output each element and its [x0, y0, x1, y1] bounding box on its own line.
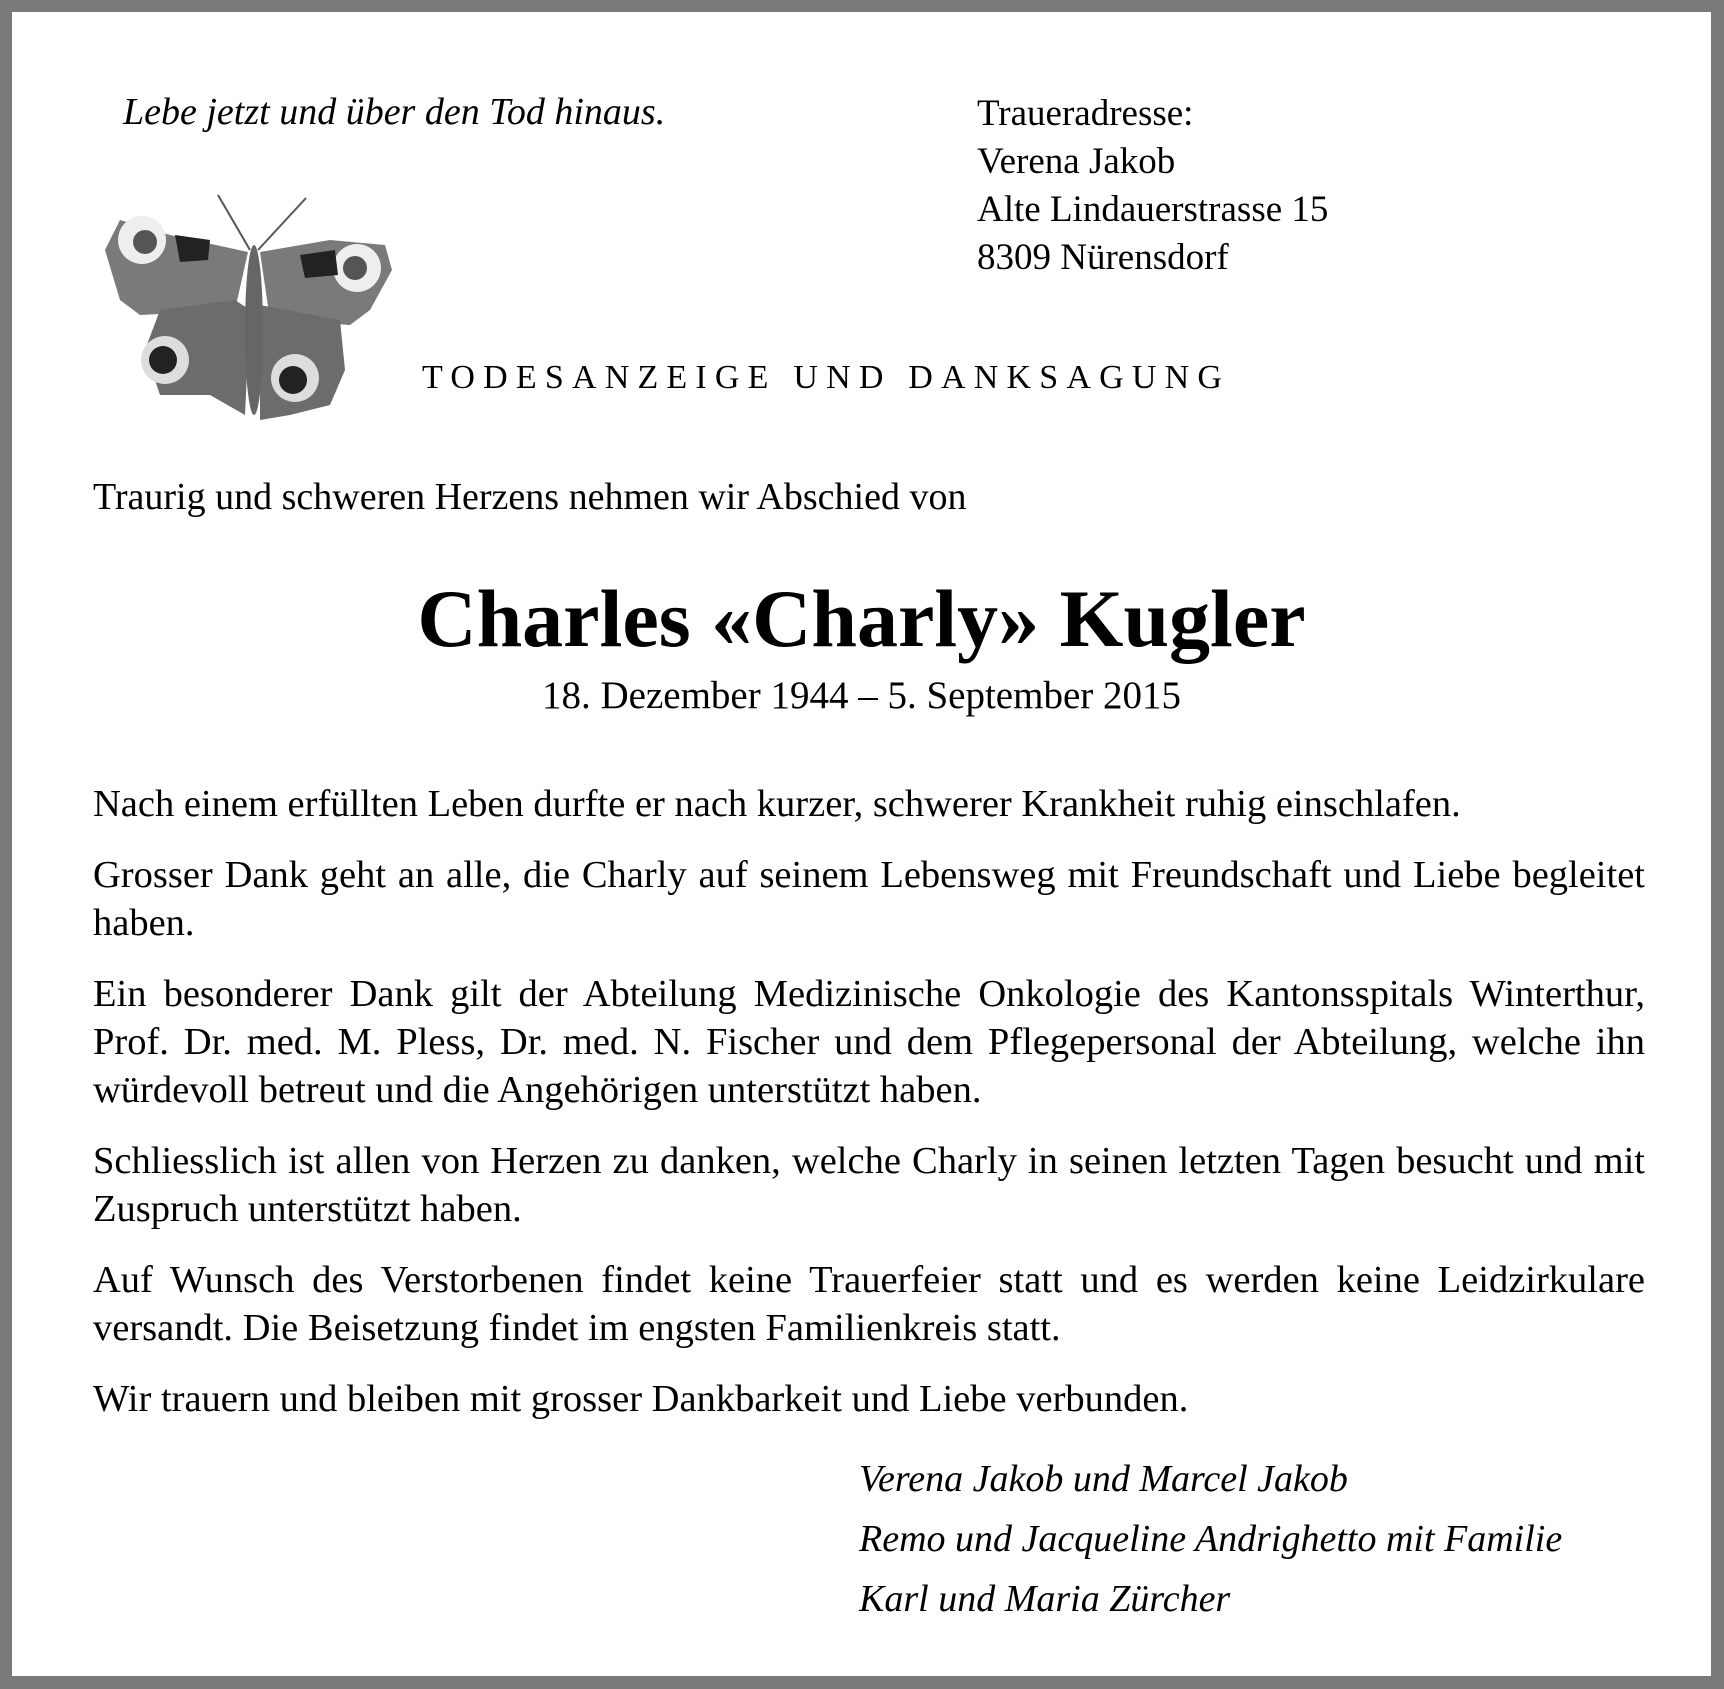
announcement-heading: TODESANZEIGE UND DANKSAGUNG	[422, 359, 1231, 396]
life-dates: 18. Dezember 1944 – 5. September 2015	[541, 674, 1181, 717]
signature-line: Remo und Jacqueline Andrighetto mit Familie	[859, 1518, 1563, 1560]
mourning-address	[977, 90, 1328, 282]
address-street: Alte Lindauerstrasse 15	[977, 189, 1329, 230]
butterfly-image	[100, 190, 400, 426]
deceased-name: Charles «Charly» Kugler	[417, 573, 1306, 664]
signature-line: Karl und Maria Zürcher	[859, 1578, 1231, 1620]
address-name: Verena Jakob	[977, 141, 1176, 182]
paragraph: Schliesslich ist allen von Herzen zu danken, welche Charly in seinen letzten Tagen besucht und mit Zuspruch unterstützt haben.	[93, 1140, 1645, 1230]
address-city: 8309 Nürensdorf	[977, 237, 1229, 278]
intro-text: Traurig und schweren Herzens nehmen wir Abschied von	[93, 476, 967, 518]
obituary-page	[12, 12, 1711, 1676]
motto: Lebe jetzt und über den Tod hinaus.	[123, 91, 666, 133]
paragraph: Ein besonderer Dank gilt der Abteilung Medizinische Onkologie des Kantonsspitals Winterthur, Prof. Dr. med. M. Pless, Dr. med. N. Fischer und dem Pflegepersonal der Abteilung, welche ihn würdevoll betreut und die Angehörigen unterstützt haben.	[93, 973, 1645, 1111]
paragraph: Grosser Dank geht an alle, die Charly auf seinem Lebensweg mit Freundschaft und Liebe begleitet haben.	[93, 854, 1645, 944]
paragraph: Auf Wunsch des Verstorbenen findet keine Trauerfeier statt und es werden keine Leidzirkulare versandt. Die Beisetzung findet im engsten Familienkreis statt.	[93, 1259, 1645, 1349]
address-label: Traueradresse:	[977, 93, 1194, 134]
signatures	[859, 1449, 1562, 1629]
paragraph: Nach einem erfüllten Leben durfte er nach kurzer, schwerer Krankheit ruhig einschlafen.	[93, 783, 1461, 825]
obituary-body	[93, 780, 1645, 1446]
signature-line: Verena Jakob und Marcel Jakob	[859, 1458, 1348, 1500]
paragraph: Wir trauern und bleiben mit grosser Dankbarkeit und Liebe verbunden.	[93, 1378, 1189, 1420]
